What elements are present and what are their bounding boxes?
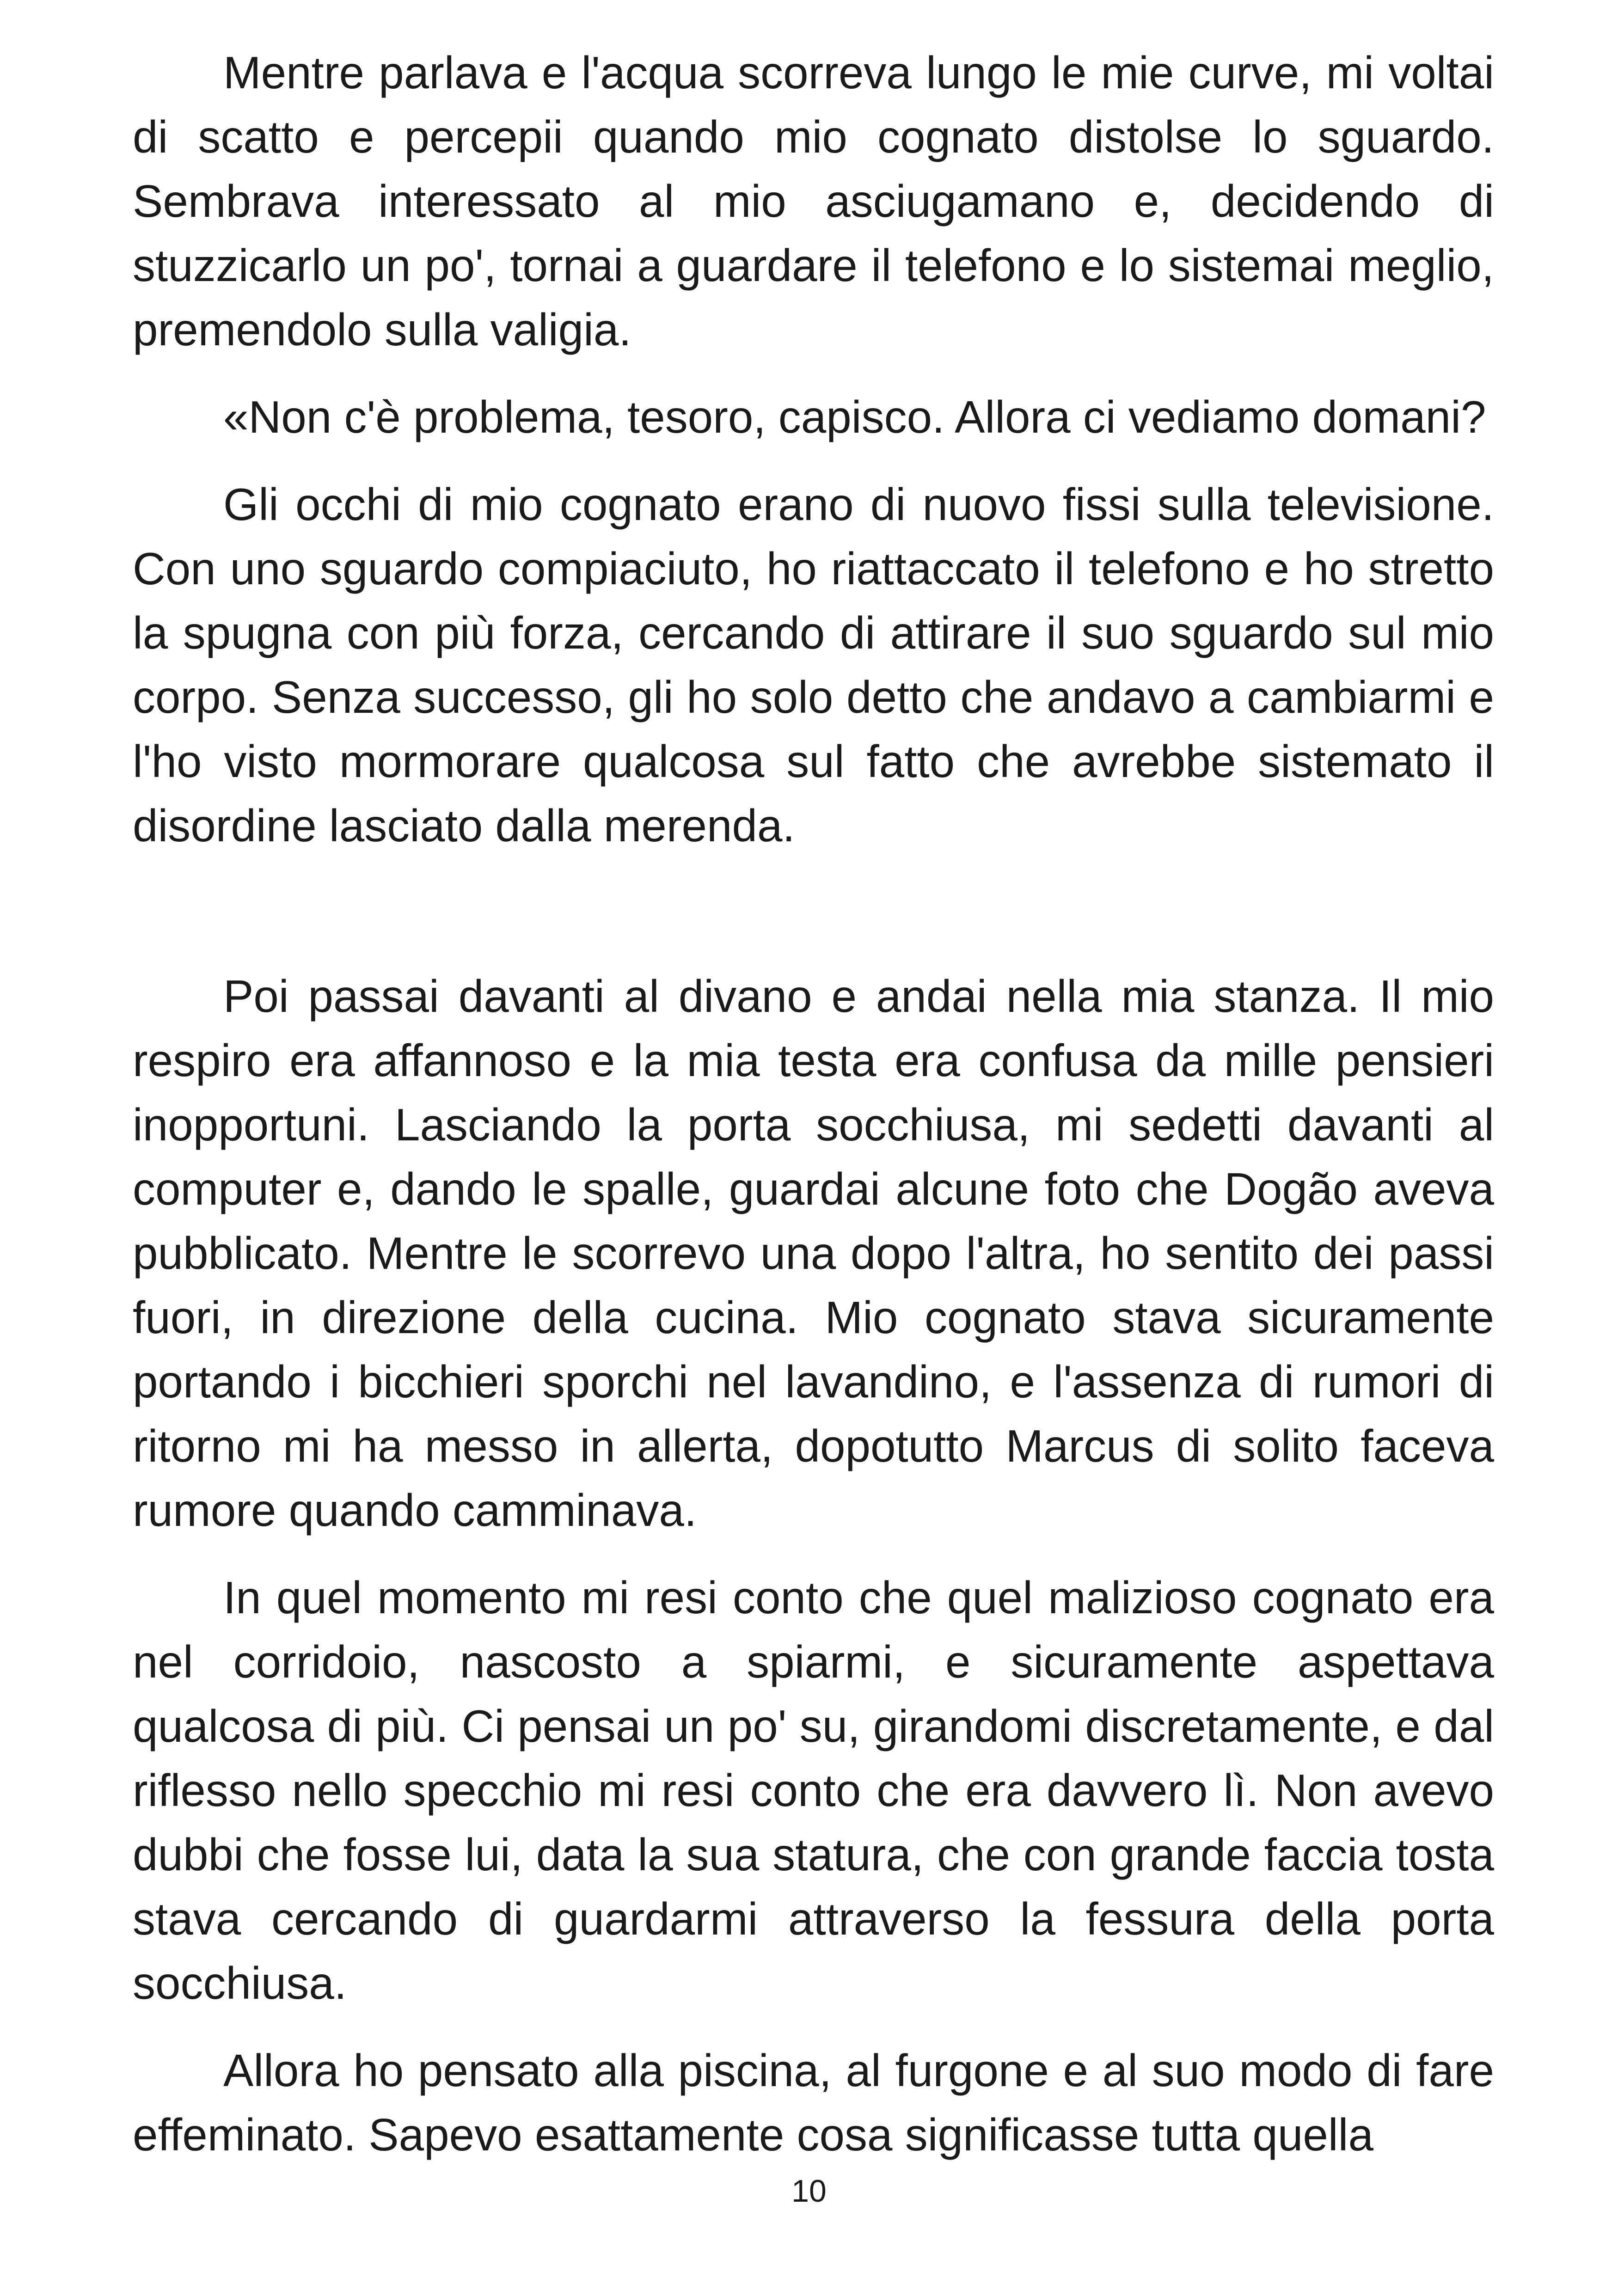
page-number: 10 <box>791 2174 827 2209</box>
paragraph-4: Poi passai davanti al divano e andai nella mia stanza. Il mio respiro era affannoso e la mia testa era confusa da mille pensieri inopportuni. Lasciando la porta socchiusa, mi sedetti davanti al computer e, dando le spalle, guardai alcune foto che Dogão aveva pubblicato. Mentre le scorrevo una dopo l'altra, ho sentito dei passi fuori, in direzione della cucina. Mio cognato stava sicuramente portando i bicchieri sporchi nel lavandino, e l'assenza di rumori di ritorno mi ha messo in allerta, dopotutto Marcus di solito faceva rumore quando camminava. <box>133 971 1494 1536</box>
paragraph-3: Gli occhi di mio cognato erano di nuovo fissi sulla televisione. Con uno sguardo compiaciuto, ho riattaccato il telefono e ho stretto la spugna con più forza, cercando di attirare il suo sguardo sul mio corpo. Senza successo, gli ho solo detto che andavo a cambiarmi e l'ho visto mormorare qualcosa sul fatto che avrebbe sistemato il disordine lasciato dalla merenda. <box>133 479 1494 851</box>
paragraph-5: In quel momento mi resi conto che quel malizioso cognato era nel corridoio, nascosto a spiarmi, e sicuramente aspettava qualcosa di più. Ci pensai un po' su, girandomi discretamente, e dal riflesso nello specchio mi resi conto che era davvero lì. Non avevo dubbi che fosse lui, data la sua statura, che con grande faccia tosta stava cercando di guardarmi attraverso la fessura della porta socchiusa. <box>133 1572 1494 2008</box>
paragraph-1: Mentre parlava e l'acqua scorreva lungo le mie curve, mi voltai di scatto e percepii quando mio cognato distolse lo sguardo. Sembrava interessato al mio asciugamano e, decidendo di stuzzicarlo un po', tornai a guardare il telefono e lo sistemai meglio, premendolo sulla valigia. <box>133 47 1494 355</box>
document-page <box>133 41 1494 2167</box>
paragraph-2: «Non c'è problema, tesoro, capisco. Allora ci vediamo domani? <box>223 392 1486 442</box>
paragraph-6: Allora ho pensato alla piscina, al furgone e al suo modo di fare effeminato. Sapevo esattamente cosa significasse tutta quella <box>133 2045 1494 2160</box>
